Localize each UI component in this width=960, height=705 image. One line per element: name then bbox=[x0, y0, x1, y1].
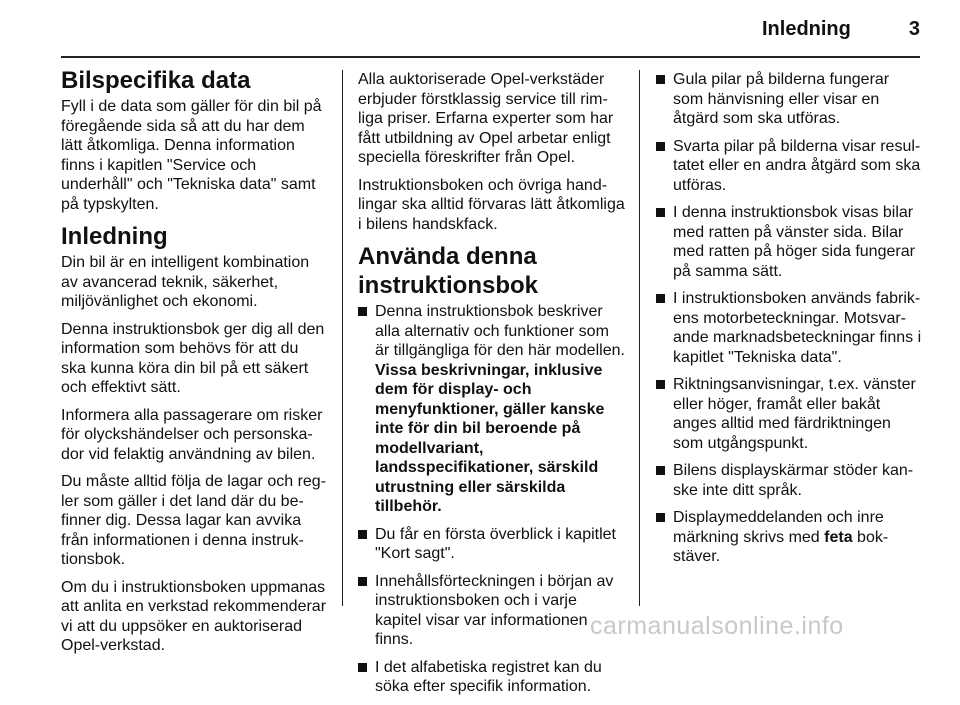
list-item bbox=[358, 302, 625, 517]
column-1 bbox=[61, 66, 327, 664]
paragraph: Du måste alltid följa de lagar och regler som gäller i det land där du befinner dig. Dessa lagar kan avvika från informationen i denna instruktionsbok. bbox=[61, 473, 327, 568]
column-divider-2 bbox=[639, 70, 640, 606]
list-item bbox=[656, 375, 922, 453]
list-item bbox=[656, 137, 922, 196]
paragraph: Denna instruktionsbok ger dig all den information som behövs för att du ska kunna köra din bil på ett säkert och effektivt sätt. bbox=[61, 320, 325, 396]
column-divider-1 bbox=[342, 70, 343, 606]
bold-word: feta bbox=[824, 528, 853, 546]
list-item-text: I det alfabetiska registret kan du söka efter specifik information. bbox=[375, 658, 602, 695]
square-bullet-icon bbox=[656, 513, 665, 522]
bullet-list bbox=[358, 302, 625, 697]
square-bullet-icon bbox=[358, 530, 367, 539]
list-item-text: Du får en första överblick i kapitlet "Kort sagt". bbox=[375, 525, 616, 562]
paragraph: Informera alla passagerare om risker för olyckshändelser och personskador vid felaktig användning av bilen. bbox=[61, 406, 323, 463]
page-number: 3 bbox=[908, 18, 920, 40]
list-item-bold-text: Vissa beskrivningar, inklusive dem för display- och menyfunktioner, gäller kanske inte för din bil beroende på modellvariant, landsspecifikationer, särskild utrustning eller särskilda tillbehör. bbox=[375, 361, 605, 515]
list-item-text: Svarta pilar på bilderna visar resultatet eller en andra åtgärd som ska utföras. bbox=[673, 137, 921, 194]
square-bullet-icon bbox=[656, 142, 665, 151]
square-bullet-icon bbox=[656, 208, 665, 217]
column-3 bbox=[656, 70, 922, 575]
bullet-list bbox=[656, 70, 922, 567]
list-item bbox=[656, 203, 922, 281]
heading-bilspecifika-data: Bilspecifika data bbox=[61, 67, 251, 94]
list-item bbox=[656, 508, 922, 567]
paragraph: Om du i instruktionsboken uppmanas att anlita en verkstad rekommenderar vi att du uppsöker en auktoriserad Opel-verkstad. bbox=[61, 578, 327, 654]
list-item bbox=[656, 70, 922, 129]
square-bullet-icon bbox=[656, 75, 665, 84]
list-item bbox=[358, 572, 625, 650]
list-item bbox=[656, 289, 922, 367]
header-rule bbox=[61, 56, 920, 58]
square-bullet-icon bbox=[656, 466, 665, 475]
list-item-text: Innehållsförteckningen i början av instruktionsboken och i varje kapitel visar var informationen finns. bbox=[375, 572, 614, 648]
heading-inledning: Inledning bbox=[61, 223, 168, 250]
list-item-text: Gula pilar på bilderna fungerar som hänvisning eller visar en åtgärd som ska utföras. bbox=[673, 71, 890, 127]
paragraph: Fyll i de data som gäller för din bil på föregående sida så att du har dem lätt åtkomliga. Denna information finns i kapitlen "Service och underhåll" och "Tekniska data" samt på typskylten. bbox=[61, 98, 322, 213]
list-item-text: I denna instruktionsbok visas bilar med ratten på vänster sida. Bilar med ratten på höger sida fungerar på samma sätt. bbox=[673, 204, 915, 280]
watermark: carmanualsonline.info bbox=[590, 612, 844, 640]
square-bullet-icon bbox=[358, 307, 367, 316]
list-item-text: Denna instruktionsbok beskriver alla alternativ och funktioner som är tillgängliga för den här modellen. bbox=[375, 303, 625, 359]
paragraph: Instruktionsboken och övriga handlingar ska alltid förvaras lätt åtkomliga i bilens handskfack. bbox=[358, 176, 625, 233]
square-bullet-icon bbox=[358, 577, 367, 586]
column-2 bbox=[358, 70, 625, 705]
square-bullet-icon bbox=[656, 380, 665, 389]
list-item-text: Riktningsanvisningar, t.ex. vänster eller höger, framåt eller bakåt anges alltid med färdriktningen som utgångspunkt. bbox=[673, 376, 916, 452]
square-bullet-icon bbox=[656, 294, 665, 303]
paragraph: Din bil är en intelligent kombination av avancerad teknik, säkerhet, miljövänlighet och ekonomi. bbox=[61, 254, 310, 310]
list-item bbox=[656, 461, 922, 500]
heading-anvanda-instruktionsbok: Använda denna instruktionsbok bbox=[358, 243, 539, 299]
header-title: Inledning bbox=[761, 18, 851, 40]
list-item bbox=[358, 525, 625, 564]
square-bullet-icon bbox=[358, 663, 367, 672]
list-item-text-end: bokstäver. bbox=[673, 528, 889, 565]
page-header bbox=[762, 18, 920, 48]
list-item bbox=[358, 658, 625, 697]
list-item-text: Bilens displayskärmar stöder kanske inte ditt språk. bbox=[673, 462, 914, 499]
list-item-text: Displaymeddelanden och inre märkning skrivs med bbox=[673, 509, 884, 546]
list-item-text: I instruktionsboken används fabrikens motorbeteckningar. Motsvarande marknadsbeteckningar finns i kapitlet "Tekniska data". bbox=[673, 290, 922, 366]
paragraph: Alla auktoriserade Opel-verkstäder erbjuder förstklassig service till rimliga priser. Erfarna experter som har fått utbildning av Opel arbetar enligt speciella föreskrifter från Opel. bbox=[358, 71, 614, 166]
